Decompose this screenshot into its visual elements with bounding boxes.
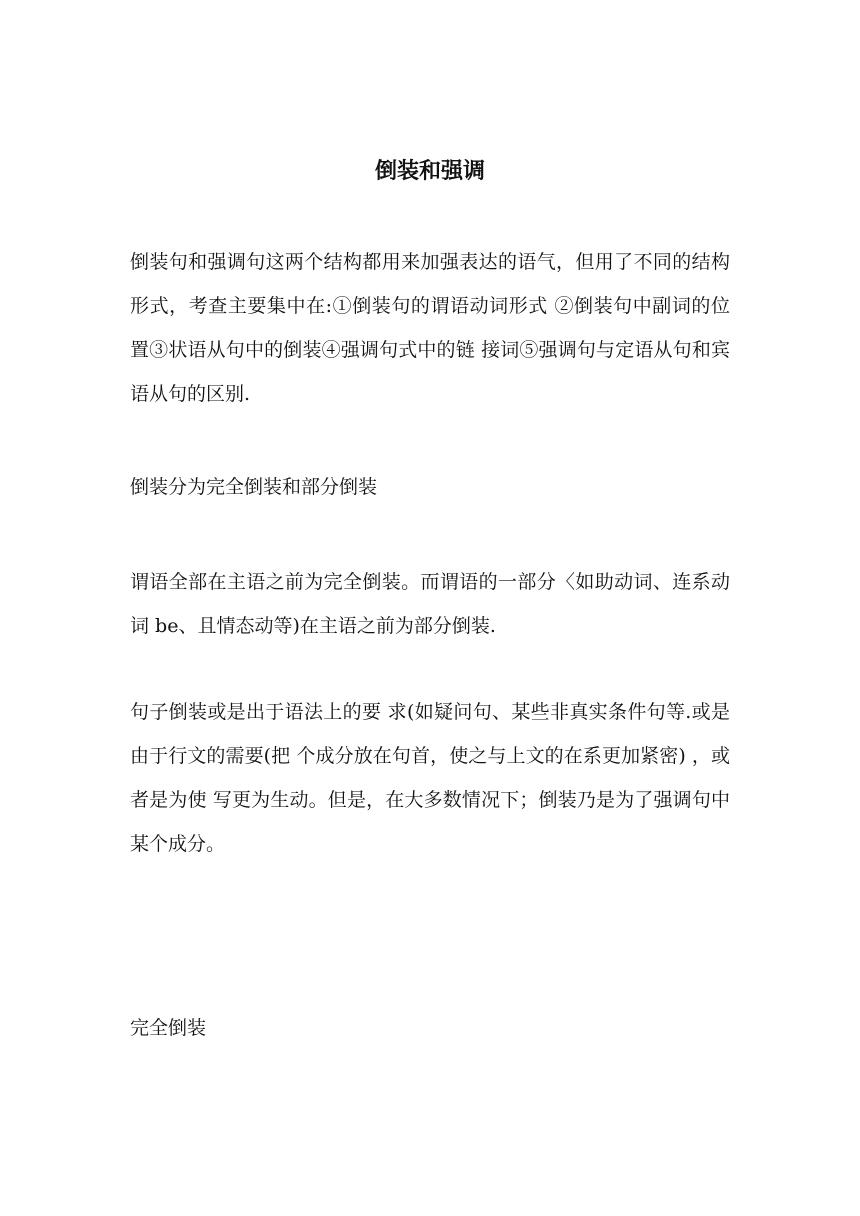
definition-paragraph: 谓语全部在主语之前为完全倒装。而谓语的一部分〈如助动词、连系动词 be、且情态动等)在主语之前为部分倒装. [130,571,730,637]
document-title: 倒装和强调 [374,158,485,184]
intro-paragraph: 倒装句和强调句这两个结构都用来加强表达的语气，但用了不同的结构形式，考查主要集中在:①倒装句的谓语动词形式 ②倒装句中副词的位置③状语从句中的倒装④强调句式中的链 接词⑤强调句与定语从句和宾语从句的区别. [130,251,730,405]
inversion-types-paragraph: 倒装分为完全倒装和部分倒装 [130,476,378,498]
full-inversion-heading: 完全倒装 [130,1017,207,1039]
reason-paragraph: 句子倒装或是出于语法上的要 求(如疑问句、某些非真实条件句等.或是由于行文的需要(把 个成分放在句首，使之与上文的在系更加紧密) ，或者是为使 写更为生动。但是，在大多数情况下；倒装乃是为了强调句中 某个成分。 [130,701,730,855]
